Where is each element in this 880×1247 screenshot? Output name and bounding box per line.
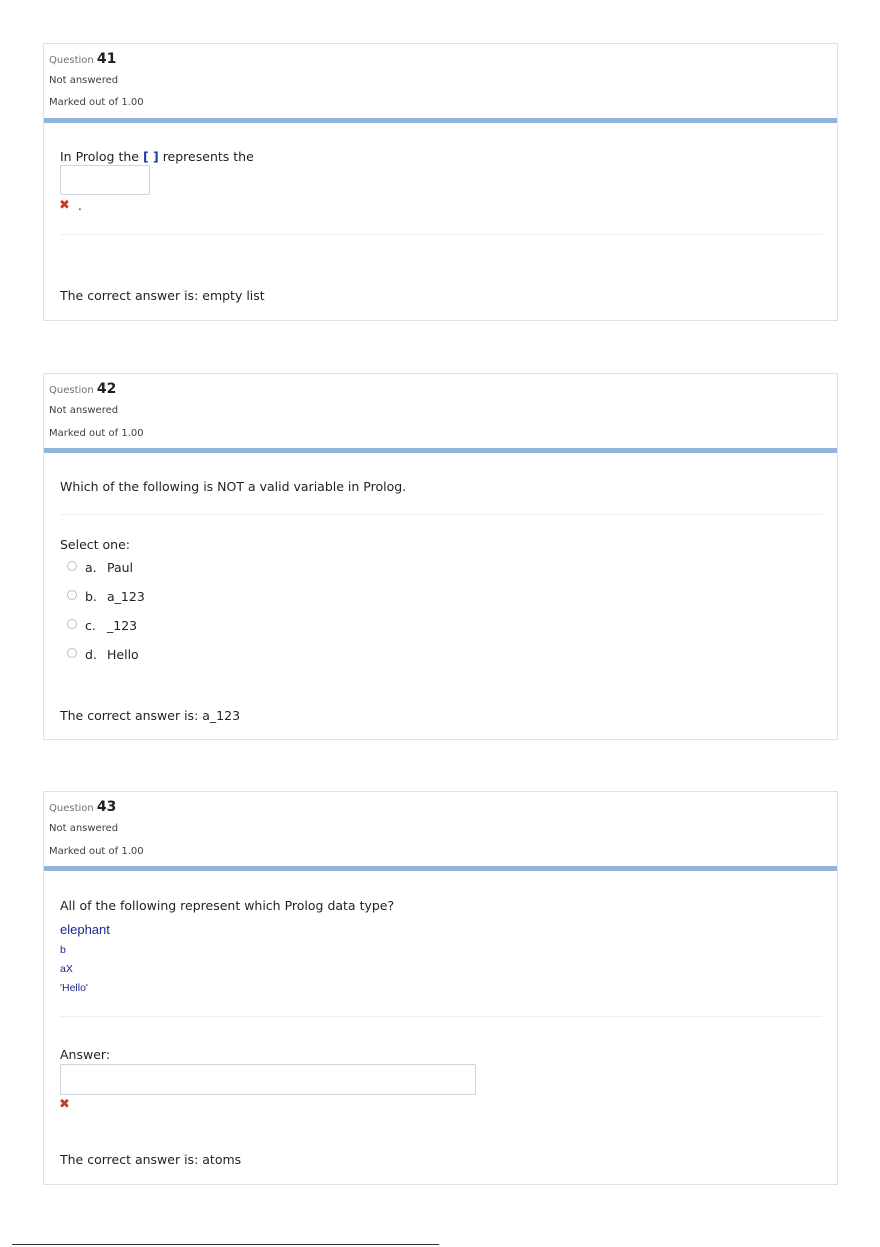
question-accent-bar: [44, 118, 837, 123]
option-letter: a.: [85, 560, 97, 575]
x-mark-icon: ✖: [59, 1097, 70, 1112]
x-mark-icon: ✖: [59, 198, 70, 213]
question-42: [43, 373, 838, 740]
radio-option-c[interactable]: [67, 619, 77, 629]
correct-answer: The correct answer is: empty list: [60, 288, 265, 303]
option-label[interactable]: a_123: [107, 589, 145, 604]
option-letter: b.: [85, 589, 97, 604]
question-mark: Marked out of 1.00: [49, 97, 144, 108]
question-accent-bar: [44, 866, 837, 871]
radio-option-a[interactable]: [67, 561, 77, 571]
question-state: Not answered: [49, 75, 119, 86]
question-41: [43, 43, 838, 321]
radio-option-d[interactable]: [67, 648, 77, 658]
answer-label: Answer:: [60, 1047, 111, 1062]
question-43: [43, 791, 838, 1185]
answer-input[interactable]: [60, 165, 150, 195]
example-item: elephant: [60, 922, 110, 937]
divider: [60, 234, 822, 235]
option-label[interactable]: _123: [107, 618, 138, 633]
example-item: b: [60, 944, 66, 956]
select-prompt: Select one:: [60, 537, 131, 552]
example-item: 'Hello': [60, 982, 88, 994]
question-state: Not answered: [49, 823, 119, 834]
correct-answer: The correct answer is: atoms: [60, 1152, 242, 1167]
answer-input[interactable]: [60, 1064, 476, 1095]
code-bracket: [ ]: [142, 149, 159, 164]
correct-answer: The correct answer is: a_123: [60, 708, 241, 723]
question-number: Question 41: [49, 51, 117, 67]
sentence-end: .: [78, 199, 82, 213]
divider: [60, 1016, 822, 1017]
option-letter: d.: [85, 647, 97, 662]
option-letter: c.: [85, 618, 96, 633]
question-accent-bar: [44, 448, 837, 453]
example-item: aX: [60, 963, 73, 975]
question-text: All of the following represent which Prolog data type?: [60, 898, 395, 913]
question-mark: Marked out of 1.00: [49, 428, 144, 439]
question-state: Not answered: [49, 405, 119, 416]
question-mark: Marked out of 1.00: [49, 846, 144, 857]
question-text: Which of the following is NOT a valid variable in Prolog.: [60, 479, 407, 494]
question-text: In Prolog the [ ] represents the: [60, 149, 254, 164]
question-number: Question 43: [49, 799, 117, 815]
divider: [60, 514, 822, 515]
page-footer-rule: [12, 1244, 439, 1245]
option-label[interactable]: Paul: [107, 560, 134, 575]
radio-option-b[interactable]: [67, 590, 77, 600]
question-number: Question 42: [49, 381, 117, 397]
option-label[interactable]: Hello: [107, 647, 139, 662]
